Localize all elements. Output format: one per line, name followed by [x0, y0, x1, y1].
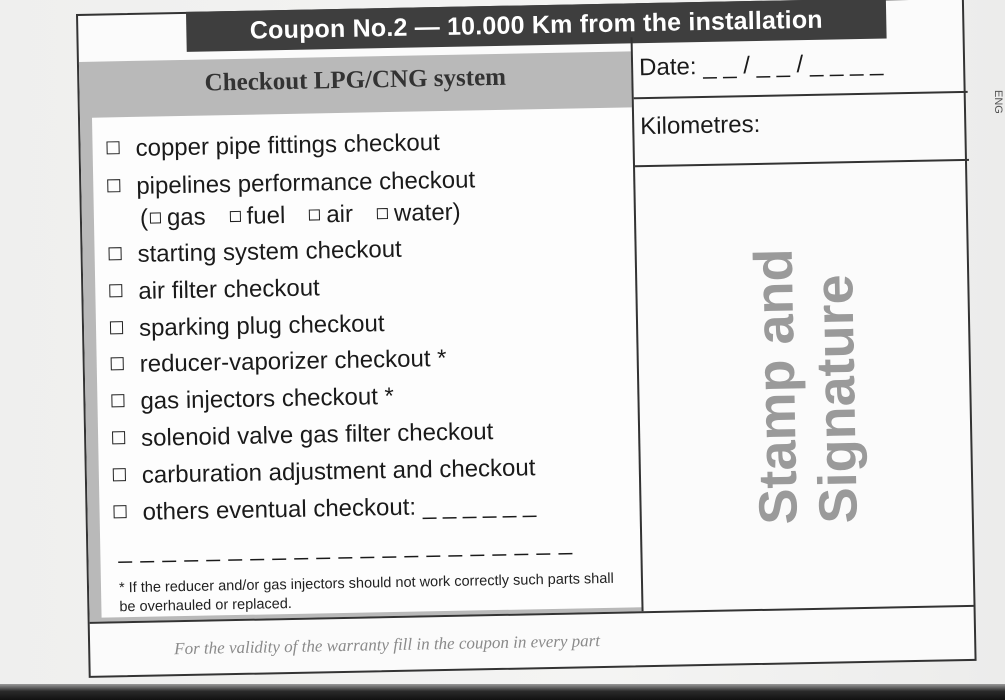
item-label: solenoid valve gas filter checkout [140, 418, 494, 452]
checkbox-icon[interactable] [107, 179, 120, 192]
side-page-mark: ENG [992, 90, 1004, 114]
checkbox-icon[interactable] [108, 247, 121, 260]
checkbox-icon[interactable] [377, 208, 388, 219]
item-label: air filter checkout [138, 274, 320, 305]
item-label: carburation adjustment and checkout [141, 454, 536, 489]
coupon-title: Coupon No.2 — 10.000 Km from the installation [186, 0, 887, 52]
checkbox-icon[interactable] [230, 211, 241, 222]
option-air: air [326, 200, 354, 229]
list-item[interactable] [113, 491, 536, 527]
checkbox-icon[interactable] [111, 357, 124, 370]
fill-in-line[interactable]: _ _ _ _ _ _ _ _ _ _ _ _ _ _ _ _ _ _ _ _ _ [118, 528, 574, 565]
item-label: others eventual checkout: _ _ _ _ _ _ [142, 491, 537, 526]
checkbox-icon[interactable] [309, 209, 320, 220]
list-item[interactable] [107, 166, 475, 201]
item-label: starting system checkout [137, 235, 402, 268]
fluid-options [140, 199, 461, 233]
checkbox-icon[interactable] [111, 394, 124, 407]
open-paren: ( [139, 204, 149, 232]
warranty-coupon [76, 0, 977, 678]
stamp-line: Stamp and [743, 248, 809, 526]
list-item[interactable] [110, 310, 385, 343]
checkbox-icon[interactable] [113, 505, 126, 518]
list-item[interactable] [111, 383, 394, 416]
stamp-signature-area[interactable] [635, 161, 977, 611]
scan-shadow [0, 684, 1005, 700]
list-item[interactable] [110, 345, 446, 379]
item-label: copper pipe fittings checkout [135, 129, 440, 162]
item-label: sparking plug checkout [138, 310, 385, 342]
item-label: reducer-vaporizer checkout * [139, 344, 447, 378]
option-fuel: fuel [246, 202, 286, 230]
validity-note: For the validity of the warranty fill in the coupon in every part [90, 605, 975, 676]
item-label: gas injectors checkout * [140, 382, 395, 415]
list-item[interactable] [106, 129, 440, 163]
kilometres-field[interactable]: Kilometres: [634, 93, 969, 167]
item-label: pipelines performance checkout [136, 166, 476, 200]
checklist [92, 107, 641, 617]
option-water: water) [393, 198, 461, 227]
checkbox-icon[interactable] [150, 212, 161, 223]
details-column [631, 31, 978, 611]
signature-line: Signature [804, 273, 869, 525]
checkbox-icon[interactable] [109, 284, 122, 297]
list-item[interactable] [112, 418, 494, 453]
checkout-panel [79, 51, 642, 621]
checkbox-icon[interactable] [112, 431, 125, 444]
date-field[interactable]: Date: _ _ / _ _ / _ _ _ _ [633, 31, 968, 99]
checkbox-icon[interactable] [113, 468, 126, 481]
list-item[interactable] [113, 454, 536, 490]
footnote: * If the reducer and/or gas injectors should not work correctly such parts shall be overhauled or replaced. [118, 570, 614, 616]
checkbox-icon[interactable] [110, 321, 123, 334]
section-title: Checkout LPG/CNG system [204, 63, 507, 97]
list-item[interactable] [109, 274, 320, 306]
list-item[interactable] [108, 236, 402, 270]
stamp-label [744, 247, 869, 525]
option-gas: gas [166, 203, 206, 232]
checkbox-icon[interactable] [106, 141, 119, 154]
